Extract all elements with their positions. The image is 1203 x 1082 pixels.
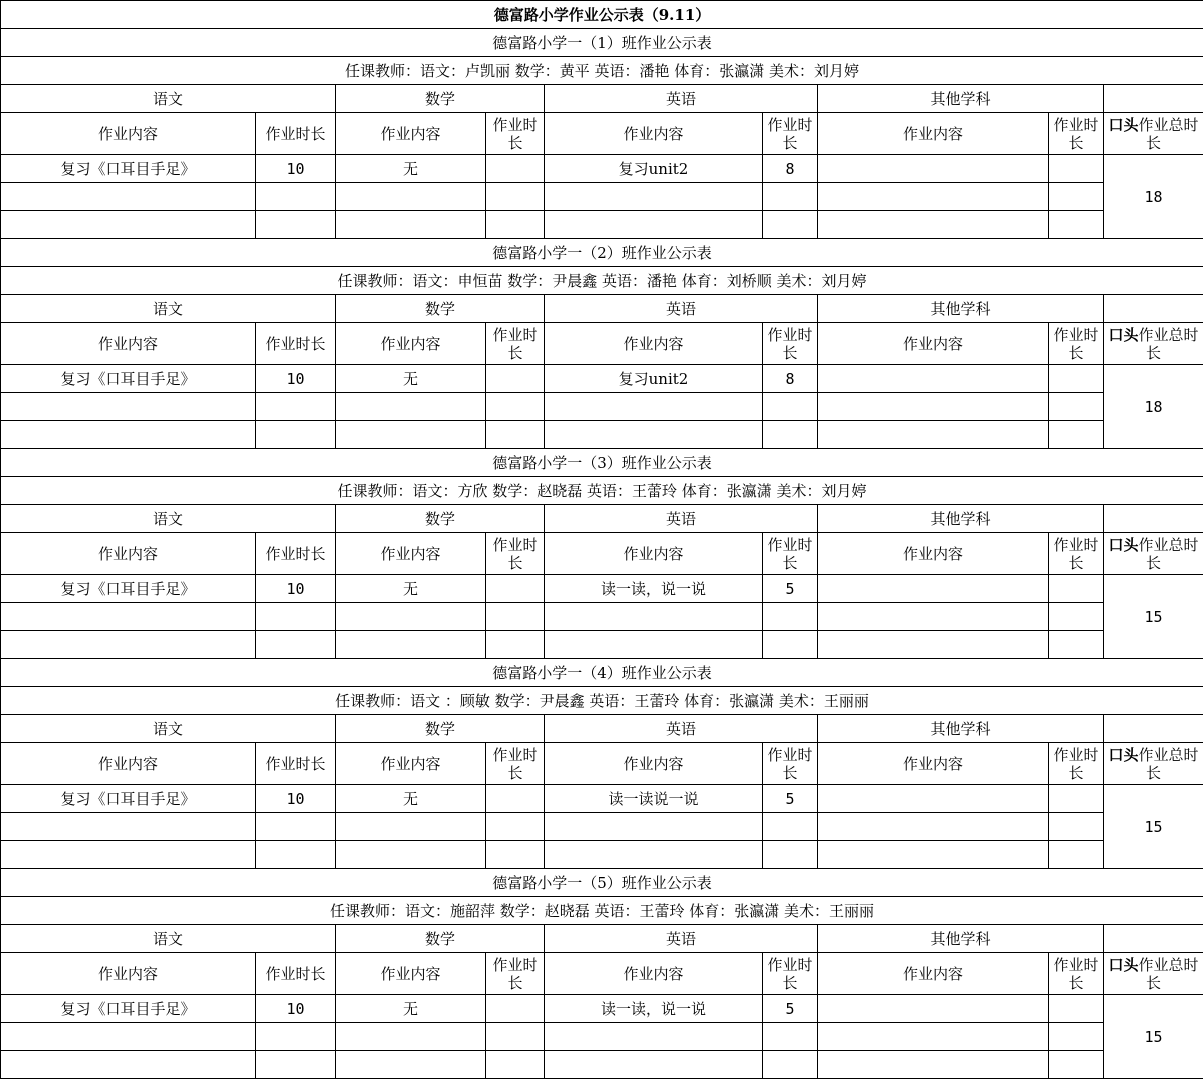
chinese-duration-cell xyxy=(256,631,336,659)
english-duration-cell: 8 xyxy=(763,365,818,393)
math-content-cell: 无 xyxy=(336,365,486,393)
chinese-duration-cell xyxy=(256,393,336,421)
oral-total-header xyxy=(1104,323,1203,365)
other-content-cell xyxy=(818,995,1049,1023)
english-content-header: 作业内容 xyxy=(545,323,763,365)
homework-row xyxy=(1,603,1203,631)
math-duration-cell xyxy=(486,995,545,1023)
teachers-text: 任课教师：语文 ：顾敏 数学：尹晨鑫 英语：王蕾玲 体育：张瀛潇 美术：王丽丽 xyxy=(1,687,1203,715)
math-content-header: 作业内容 xyxy=(336,533,486,575)
other-duration-cell xyxy=(1049,155,1104,183)
homework-row xyxy=(1,575,1203,603)
page-title: 德富路小学作业公示表（9.11） xyxy=(1,1,1203,29)
other-content-cell xyxy=(818,575,1049,603)
homework-row xyxy=(1,631,1203,659)
subject-chinese-header: 语文 xyxy=(1,715,336,743)
other-duration-cell xyxy=(1049,841,1104,869)
english-duration-header: 作业时长 xyxy=(763,743,818,785)
teachers-row xyxy=(1,267,1203,295)
chinese-content-cell: 复习《口耳目手足》 xyxy=(1,785,256,813)
other-content-cell xyxy=(818,1051,1049,1079)
homework-row xyxy=(1,1051,1203,1079)
chinese-duration-cell: 10 xyxy=(256,365,336,393)
chinese-content-cell: 复习《口耳目手足》 xyxy=(1,155,256,183)
math-content-header: 作业内容 xyxy=(336,743,486,785)
english-content-cell: 读一读，说一说 xyxy=(545,575,763,603)
english-content-cell: 复习unit2 xyxy=(545,155,763,183)
other-duration-header: 作业时长 xyxy=(1049,533,1104,575)
english-duration-header: 作业时长 xyxy=(763,323,818,365)
homework-row xyxy=(1,155,1203,183)
title-row xyxy=(1,1,1203,29)
english-duration-cell: 8 xyxy=(763,155,818,183)
column-header-row xyxy=(1,323,1203,365)
math-content-cell: 无 xyxy=(336,785,486,813)
math-content-cell: 无 xyxy=(336,575,486,603)
math-content-cell xyxy=(336,813,486,841)
oral-rest-text: 作业总时长 xyxy=(1138,115,1199,152)
chinese-content-cell xyxy=(1,813,256,841)
chinese-content-header: 作业内容 xyxy=(1,743,256,785)
other-content-cell xyxy=(818,393,1049,421)
math-duration-cell xyxy=(486,841,545,869)
english-content-cell: 复习unit2 xyxy=(545,365,763,393)
teachers-text: 任课教师：语文：施韶萍 数学：赵晓磊 英语：王蕾玲 体育：张瀛潇 美术：王丽丽 xyxy=(1,897,1203,925)
chinese-content-cell: 复习《口耳目手足》 xyxy=(1,365,256,393)
english-duration-cell xyxy=(763,813,818,841)
chinese-duration-cell: 10 xyxy=(256,155,336,183)
subject-math-header: 数学 xyxy=(336,925,545,953)
class-title-row xyxy=(1,449,1203,477)
chinese-content-header: 作业内容 xyxy=(1,323,256,365)
math-content-cell: 无 xyxy=(336,155,486,183)
other-duration-cell xyxy=(1049,631,1104,659)
oral-rest-text: 作业总时长 xyxy=(1138,535,1199,572)
math-duration-header: 作业时长 xyxy=(486,953,545,995)
math-content-cell xyxy=(336,841,486,869)
subject-other-header: 其他学科 xyxy=(818,505,1104,533)
other-content-cell xyxy=(818,603,1049,631)
math-duration-cell xyxy=(486,1051,545,1079)
column-header-row xyxy=(1,113,1203,155)
english-duration-cell xyxy=(763,841,818,869)
other-content-cell xyxy=(818,841,1049,869)
oral-total-header xyxy=(1104,533,1203,575)
english-duration-header: 作业时长 xyxy=(763,533,818,575)
math-content-cell xyxy=(336,393,486,421)
empty-header-cell xyxy=(1104,925,1203,953)
subject-english-header: 英语 xyxy=(545,925,818,953)
other-duration-cell xyxy=(1049,421,1104,449)
chinese-content-header: 作业内容 xyxy=(1,113,256,155)
teachers-text: 任课教师：语文：方欣 数学：赵晓磊 英语：王蕾玲 体育：张瀛潇 美术：刘月婷 xyxy=(1,477,1203,505)
homework-row xyxy=(1,995,1203,1023)
homework-row xyxy=(1,1023,1203,1051)
english-duration-cell: 5 xyxy=(763,995,818,1023)
other-content-cell xyxy=(818,211,1049,239)
other-content-cell xyxy=(818,183,1049,211)
math-duration-cell xyxy=(486,155,545,183)
math-duration-cell xyxy=(486,603,545,631)
other-content-header: 作业内容 xyxy=(818,113,1049,155)
chinese-content-header: 作业内容 xyxy=(1,533,256,575)
class-title-row xyxy=(1,869,1203,897)
oral-bold-text: 口头 xyxy=(1108,535,1139,554)
oral-bold-text: 口头 xyxy=(1108,955,1139,974)
empty-header-cell xyxy=(1104,295,1203,323)
other-duration-header: 作业时长 xyxy=(1049,743,1104,785)
other-duration-header: 作业时长 xyxy=(1049,113,1104,155)
other-content-cell xyxy=(818,631,1049,659)
subject-math-header: 数学 xyxy=(336,85,545,113)
english-duration-cell xyxy=(763,631,818,659)
other-duration-cell xyxy=(1049,603,1104,631)
homework-row xyxy=(1,841,1203,869)
homework-row xyxy=(1,813,1203,841)
column-header-row xyxy=(1,953,1203,995)
math-content-cell xyxy=(336,631,486,659)
math-duration-cell xyxy=(486,211,545,239)
math-duration-cell xyxy=(486,421,545,449)
teachers-text: 任课教师：语文：申恒苗 数学：尹晨鑫 英语：潘艳 体育：刘桥顺 美术：刘月婷 xyxy=(1,267,1203,295)
chinese-duration-cell xyxy=(256,841,336,869)
homework-row xyxy=(1,183,1203,211)
chinese-content-cell xyxy=(1,1023,256,1051)
subject-header-row xyxy=(1,925,1203,953)
math-duration-cell xyxy=(486,785,545,813)
chinese-duration-cell: 10 xyxy=(256,785,336,813)
chinese-content-cell xyxy=(1,211,256,239)
english-content-cell xyxy=(545,183,763,211)
homework-row xyxy=(1,393,1203,421)
chinese-duration-cell xyxy=(256,1023,336,1051)
english-duration-header: 作业时长 xyxy=(763,953,818,995)
empty-header-cell xyxy=(1104,715,1203,743)
english-duration-cell: 5 xyxy=(763,785,818,813)
column-header-row xyxy=(1,743,1203,785)
subject-chinese-header: 语文 xyxy=(1,85,336,113)
english-content-cell xyxy=(545,841,763,869)
other-duration-cell xyxy=(1049,211,1104,239)
english-content-cell xyxy=(545,421,763,449)
class-title: 德富路小学一（1）班作业公示表 xyxy=(1,29,1203,57)
math-content-cell xyxy=(336,183,486,211)
oral-total-header xyxy=(1104,953,1203,995)
math-content-cell xyxy=(336,421,486,449)
english-duration-cell: 5 xyxy=(763,575,818,603)
math-content-header: 作业内容 xyxy=(336,113,486,155)
oral-bold-text: 口头 xyxy=(1108,325,1139,344)
other-content-cell xyxy=(818,1023,1049,1051)
english-content-header: 作业内容 xyxy=(545,953,763,995)
oral-total-cell: 15 xyxy=(1104,575,1203,659)
other-duration-cell xyxy=(1049,393,1104,421)
other-duration-cell xyxy=(1049,1051,1104,1079)
oral-rest-text: 作业总时长 xyxy=(1138,955,1199,992)
other-content-header: 作业内容 xyxy=(818,953,1049,995)
chinese-duration-cell xyxy=(256,603,336,631)
chinese-duration-cell: 10 xyxy=(256,995,336,1023)
chinese-duration-header: 作业时长 xyxy=(256,743,336,785)
subject-other-header: 其他学科 xyxy=(818,295,1104,323)
math-duration-header: 作业时长 xyxy=(486,533,545,575)
other-content-header: 作业内容 xyxy=(818,533,1049,575)
subject-other-header: 其他学科 xyxy=(818,715,1104,743)
math-content-header: 作业内容 xyxy=(336,323,486,365)
math-content-header: 作业内容 xyxy=(336,953,486,995)
other-content-cell xyxy=(818,155,1049,183)
oral-total-cell: 18 xyxy=(1104,155,1203,239)
subject-header-row xyxy=(1,85,1203,113)
teachers-row xyxy=(1,57,1203,85)
class-title: 德富路小学一（3）班作业公示表 xyxy=(1,449,1203,477)
chinese-content-header: 作业内容 xyxy=(1,953,256,995)
math-content-cell xyxy=(336,1051,486,1079)
math-content-cell xyxy=(336,1023,486,1051)
chinese-duration-header: 作业时长 xyxy=(256,953,336,995)
subject-header-row xyxy=(1,715,1203,743)
english-content-header: 作业内容 xyxy=(545,743,763,785)
chinese-duration-cell xyxy=(256,421,336,449)
class-title-row xyxy=(1,29,1203,57)
english-content-cell xyxy=(545,1051,763,1079)
math-content-cell xyxy=(336,211,486,239)
english-duration-cell xyxy=(763,211,818,239)
subject-english-header: 英语 xyxy=(545,295,818,323)
subject-other-header: 其他学科 xyxy=(818,925,1104,953)
english-duration-cell xyxy=(763,393,818,421)
homework-row xyxy=(1,365,1203,393)
other-content-header: 作业内容 xyxy=(818,323,1049,365)
oral-total-header xyxy=(1104,113,1203,155)
other-content-cell xyxy=(818,421,1049,449)
math-content-cell xyxy=(336,603,486,631)
other-duration-header: 作业时长 xyxy=(1049,953,1104,995)
chinese-duration-header: 作业时长 xyxy=(256,113,336,155)
chinese-content-cell: 复习《口耳目手足》 xyxy=(1,575,256,603)
chinese-content-cell xyxy=(1,421,256,449)
chinese-content-cell xyxy=(1,1051,256,1079)
math-duration-cell xyxy=(486,631,545,659)
english-content-cell xyxy=(545,603,763,631)
chinese-content-cell xyxy=(1,631,256,659)
class-title-row xyxy=(1,239,1203,267)
math-duration-cell xyxy=(486,393,545,421)
subject-chinese-header: 语文 xyxy=(1,925,336,953)
other-duration-cell xyxy=(1049,1023,1104,1051)
chinese-content-cell xyxy=(1,603,256,631)
english-content-cell xyxy=(545,393,763,421)
subject-chinese-header: 语文 xyxy=(1,505,336,533)
empty-header-cell xyxy=(1104,85,1203,113)
chinese-content-cell xyxy=(1,183,256,211)
math-duration-cell xyxy=(486,183,545,211)
oral-total-cell: 18 xyxy=(1104,365,1203,449)
chinese-duration-header: 作业时长 xyxy=(256,533,336,575)
homework-row xyxy=(1,211,1203,239)
other-duration-cell xyxy=(1049,183,1104,211)
english-content-cell xyxy=(545,1023,763,1051)
chinese-content-cell: 复习《口耳目手足》 xyxy=(1,995,256,1023)
english-duration-cell xyxy=(763,183,818,211)
other-duration-cell xyxy=(1049,785,1104,813)
oral-rest-text: 作业总时长 xyxy=(1138,745,1199,782)
chinese-duration-cell xyxy=(256,183,336,211)
english-content-cell: 读一读，说一说 xyxy=(545,995,763,1023)
teachers-text: 任课教师：语文：卢凯丽 数学：黄平 英语：潘艳 体育：张瀛潇 美术：刘月婷 xyxy=(1,57,1203,85)
teachers-row xyxy=(1,897,1203,925)
other-content-header: 作业内容 xyxy=(818,743,1049,785)
oral-total-cell: 15 xyxy=(1104,785,1203,869)
other-content-cell xyxy=(818,813,1049,841)
english-content-cell: 读一读说一说 xyxy=(545,785,763,813)
class-title: 德富路小学一（4）班作业公示表 xyxy=(1,659,1203,687)
chinese-content-cell xyxy=(1,393,256,421)
subject-header-row xyxy=(1,295,1203,323)
subject-english-header: 英语 xyxy=(545,715,818,743)
english-duration-header: 作业时长 xyxy=(763,113,818,155)
math-content-cell: 无 xyxy=(336,995,486,1023)
english-content-cell xyxy=(545,813,763,841)
english-content-cell xyxy=(545,211,763,239)
class-title: 德富路小学一（5）班作业公示表 xyxy=(1,869,1203,897)
other-duration-header: 作业时长 xyxy=(1049,323,1104,365)
subject-other-header: 其他学科 xyxy=(818,85,1104,113)
math-duration-cell xyxy=(486,365,545,393)
math-duration-cell xyxy=(486,575,545,603)
subject-english-header: 英语 xyxy=(545,85,818,113)
english-duration-cell xyxy=(763,603,818,631)
chinese-duration-header: 作业时长 xyxy=(256,323,336,365)
chinese-duration-cell: 10 xyxy=(256,575,336,603)
math-duration-cell xyxy=(486,1023,545,1051)
oral-bold-text: 口头 xyxy=(1108,115,1139,134)
subject-english-header: 英语 xyxy=(545,505,818,533)
oral-rest-text: 作业总时长 xyxy=(1138,325,1199,362)
math-duration-header: 作业时长 xyxy=(486,743,545,785)
oral-bold-text: 口头 xyxy=(1108,745,1139,764)
subject-chinese-header: 语文 xyxy=(1,295,336,323)
oral-total-cell: 15 xyxy=(1104,995,1203,1079)
chinese-content-cell xyxy=(1,841,256,869)
english-duration-cell xyxy=(763,1051,818,1079)
english-duration-cell xyxy=(763,1023,818,1051)
subject-math-header: 数学 xyxy=(336,295,545,323)
homework-row xyxy=(1,421,1203,449)
english-content-header: 作业内容 xyxy=(545,533,763,575)
teachers-row xyxy=(1,687,1203,715)
english-content-cell xyxy=(545,631,763,659)
math-duration-cell xyxy=(486,813,545,841)
class-title-row xyxy=(1,659,1203,687)
chinese-duration-cell xyxy=(256,813,336,841)
english-content-header: 作业内容 xyxy=(545,113,763,155)
homework-row xyxy=(1,785,1203,813)
other-duration-cell xyxy=(1049,365,1104,393)
other-duration-cell xyxy=(1049,995,1104,1023)
chinese-duration-cell xyxy=(256,211,336,239)
subject-math-header: 数学 xyxy=(336,505,545,533)
math-duration-header: 作业时长 xyxy=(486,323,545,365)
other-duration-cell xyxy=(1049,813,1104,841)
math-duration-header: 作业时长 xyxy=(486,113,545,155)
chinese-duration-cell xyxy=(256,1051,336,1079)
other-content-cell xyxy=(818,365,1049,393)
subject-header-row xyxy=(1,505,1203,533)
column-header-row xyxy=(1,533,1203,575)
subject-math-header: 数学 xyxy=(336,715,545,743)
class-title: 德富路小学一（2）班作业公示表 xyxy=(1,239,1203,267)
empty-header-cell xyxy=(1104,505,1203,533)
english-duration-cell xyxy=(763,421,818,449)
teachers-row xyxy=(1,477,1203,505)
other-duration-cell xyxy=(1049,575,1104,603)
oral-total-header xyxy=(1104,743,1203,785)
other-content-cell xyxy=(818,785,1049,813)
